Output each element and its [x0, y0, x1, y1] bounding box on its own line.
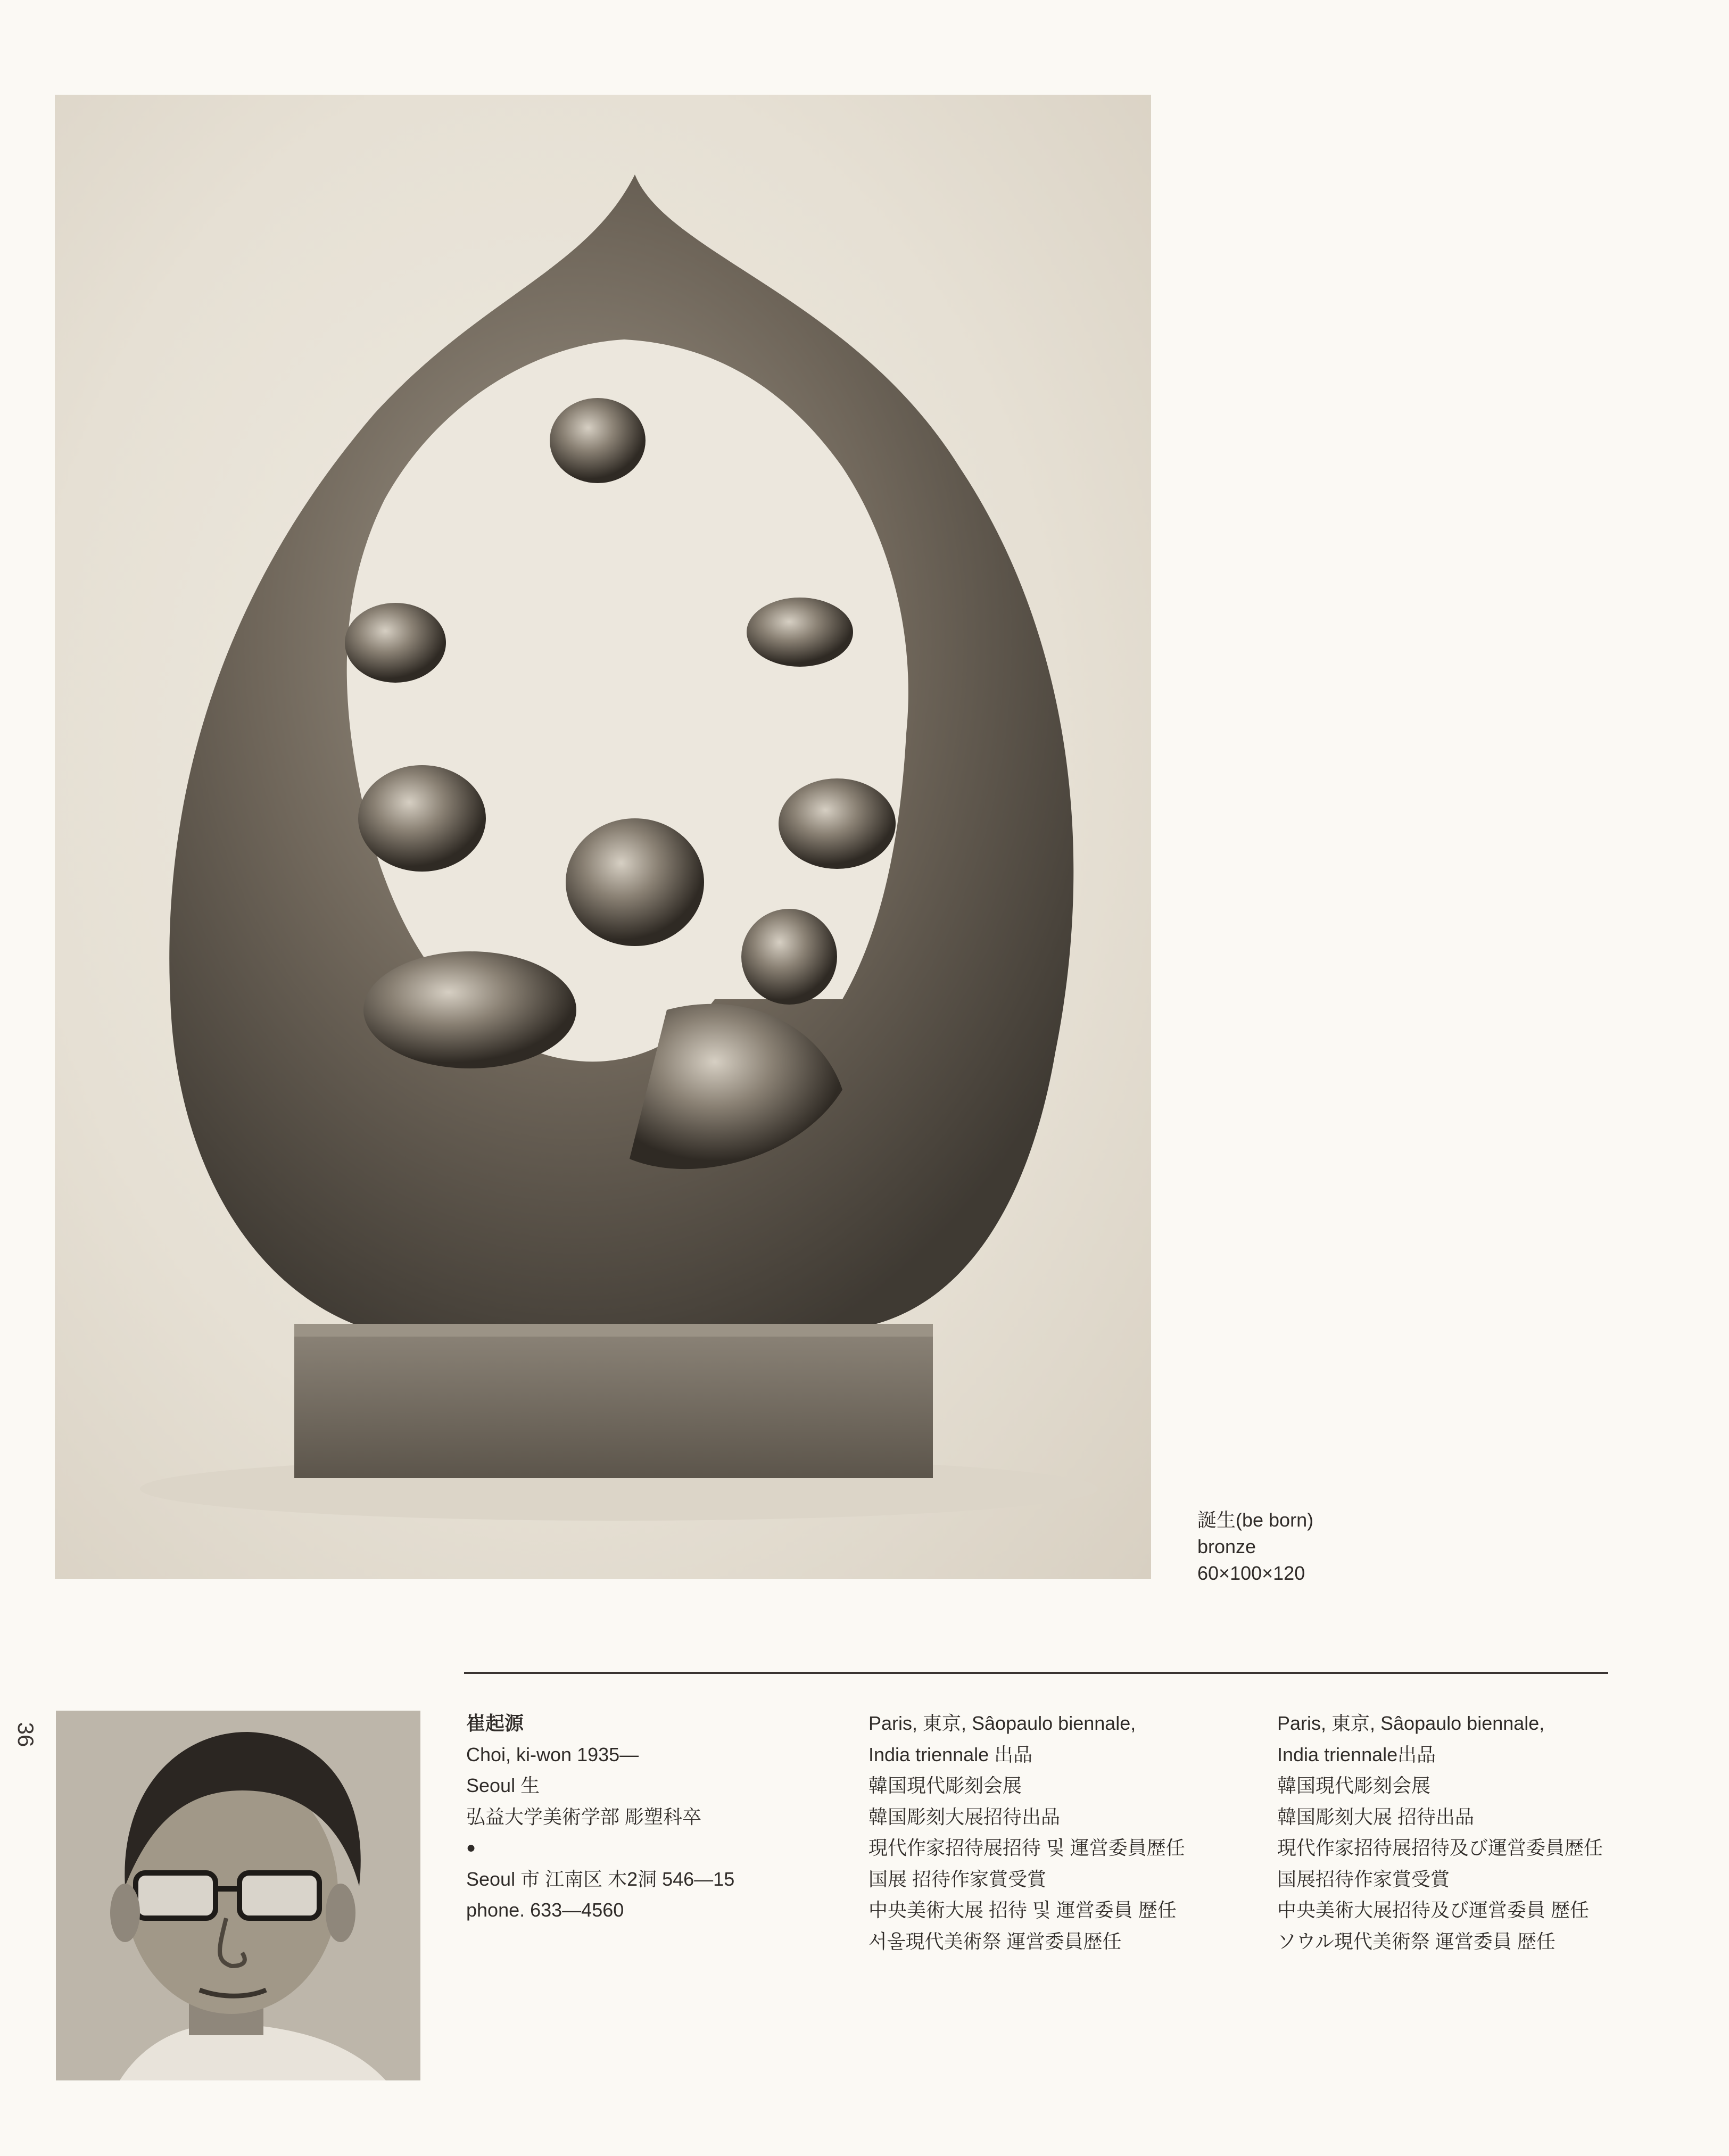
career-list-japanese — [1277, 1708, 1660, 1957]
career-item: 中央美術大展招待及び運営委員 歴任 — [1277, 1899, 1590, 1921]
artist-birthplace: Seoul 生 — [466, 1774, 540, 1796]
artist-address: Seoul 市 江南区 木2洞 546—15 — [466, 1868, 735, 1890]
career-item: 現代作家招待展招待 및 運営委員歴任 — [868, 1837, 1185, 1859]
section-divider — [464, 1672, 1608, 1674]
artwork-caption — [1197, 1507, 1463, 1587]
career-item: 国展招待作家賞受賞 — [1277, 1868, 1450, 1890]
artist-name-kanji: 崔起源 — [466, 1712, 524, 1734]
artist-info — [466, 1708, 828, 1926]
artwork-title: 誕生(be born) — [1197, 1509, 1314, 1531]
artwork-dimensions: 60×100×120 — [1197, 1562, 1305, 1584]
page-number: 36 — [13, 1722, 38, 1747]
portrait-image — [56, 1711, 420, 2080]
artist-portrait — [56, 1711, 420, 2080]
artist-name: Choi, ki-won 1935— — [466, 1743, 639, 1765]
career-item: ソウル現代美術祭 運営委員 歴任 — [1277, 1930, 1556, 1952]
career-item: 中央美術大展 招待 및 運営委員 歴任 — [868, 1899, 1177, 1921]
career-item: 韓国現代彫刻会展 — [1277, 1774, 1431, 1796]
career-item: 国展 招待作家賞受賞 — [868, 1868, 1047, 1890]
artwork-material: bronze — [1197, 1536, 1256, 1557]
career-item: Paris, 東京, Sâopaulo biennale, — [868, 1712, 1136, 1734]
sculpture-photo — [55, 95, 1151, 1579]
career-item: 現代作家招待展招待及び運営委員歴任 — [1277, 1837, 1603, 1859]
sculpture-image — [55, 95, 1151, 1579]
career-item: India triennale 出品 — [868, 1743, 1033, 1765]
career-item: 서울現代美術祭 運営委員歴任 — [868, 1930, 1122, 1952]
career-list-korean — [868, 1708, 1252, 1957]
career-item: India triennale出品 — [1277, 1743, 1436, 1765]
career-item: 韓国彫刻大展招待出品 — [868, 1805, 1061, 1828]
career-item: Paris, 東京, Sâopaulo biennale, — [1277, 1712, 1545, 1734]
career-item: 韓国彫刻大展 招待出品 — [1277, 1805, 1475, 1828]
career-item: 韓国現代彫刻会展 — [868, 1774, 1022, 1796]
artist-phone: phone. 633—4560 — [466, 1899, 624, 1921]
bullet-icon: ● — [466, 1839, 476, 1856]
artist-education: 弘益大学美術学部 彫塑科卒 — [466, 1805, 702, 1828]
